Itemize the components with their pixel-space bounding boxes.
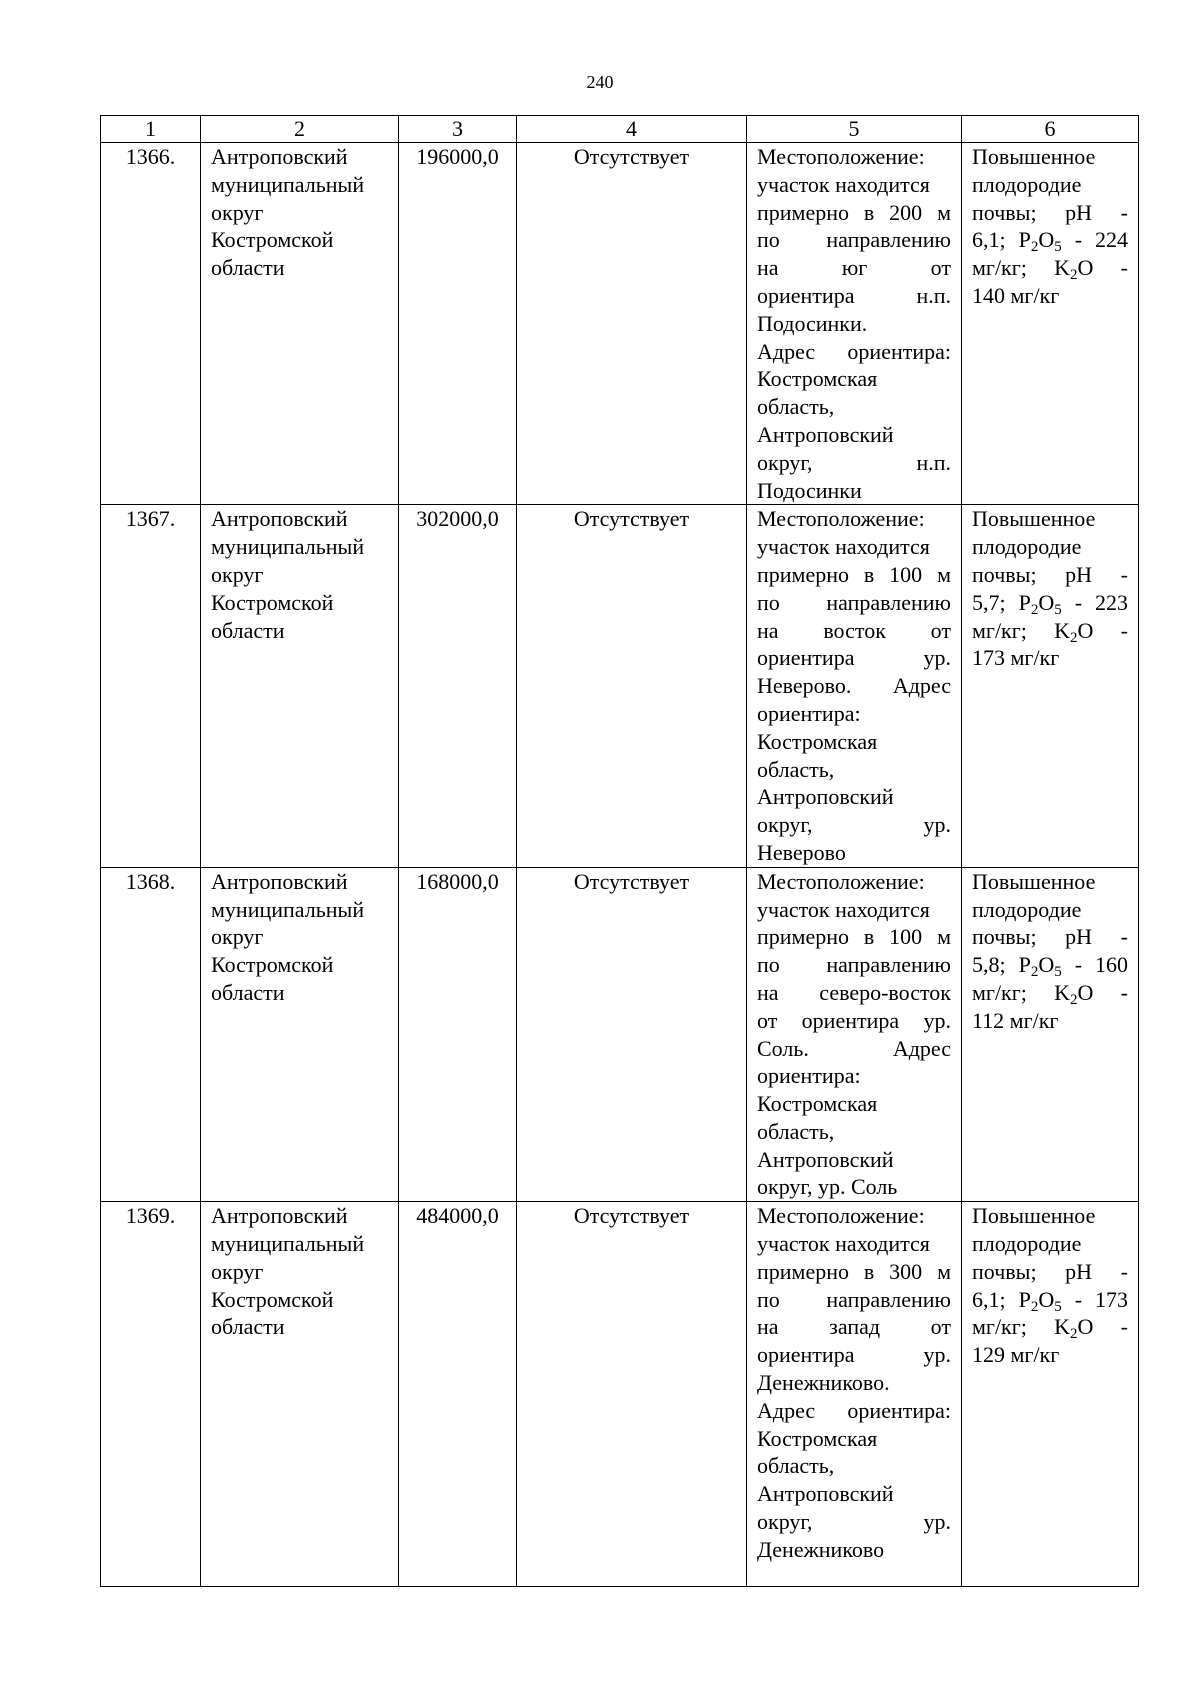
phosphorus-formula: $P_2O_5$ (1018, 589, 1062, 618)
potassium-value: 112 мг/кг (972, 1007, 1059, 1033)
soil-line: Повышенное (972, 144, 1096, 169)
district-line: Костромской (211, 1286, 334, 1312)
location-line: по направлению (757, 952, 951, 978)
row-number: 1369. (101, 1202, 201, 1587)
row-number: 1366. (101, 143, 201, 505)
location-line: Костромская (757, 1091, 878, 1117)
rights-cell: Отсутствует (517, 143, 747, 505)
location-cell (747, 867, 962, 1202)
district-line: муниципальный (211, 1231, 365, 1257)
location-cell (747, 143, 962, 505)
soil-unit: мг/кг; (972, 979, 1027, 1005)
location-line: округ, ур. Соль (757, 1174, 898, 1200)
soil-line: почвы; pH - (972, 1258, 1128, 1284)
location-line: Денежниково. (757, 1370, 890, 1396)
table-row (101, 143, 1139, 505)
district-line: области (211, 979, 285, 1005)
district-line: Антроповский (211, 1203, 348, 1229)
area-cell: 302000,0 (399, 505, 517, 867)
soil-line: плодородие (972, 171, 1082, 197)
location-line: участок находится (757, 896, 930, 922)
header-col-1: 1 (101, 116, 201, 143)
potassium-formula: $K_2O$ - (1054, 255, 1128, 284)
location-line: Костромская (757, 366, 878, 392)
district-cell (201, 867, 399, 1202)
district-line: Костромской (211, 227, 334, 253)
phosphorus-value: - 224 (1074, 227, 1128, 253)
header-col-3: 3 (399, 116, 517, 143)
soil-ph: 6,1; (972, 1286, 1006, 1312)
location-line: область, (757, 394, 835, 420)
location-line: область, (757, 1453, 835, 1479)
location-line: округ, н.п. (757, 449, 951, 475)
location-line: Антроповский (757, 1146, 894, 1172)
rights-cell: Отсутствует (517, 505, 747, 867)
page-number: 240 (586, 72, 614, 92)
location-line: Местоположение: (757, 868, 925, 894)
district-cell (201, 143, 399, 505)
location-line: на восток от (757, 617, 951, 643)
soil-ph: 5,8; (972, 952, 1006, 978)
location-line: Адрес ориентира: (757, 1397, 951, 1423)
table-row (101, 867, 1139, 1202)
soil-line: Повышенное (972, 506, 1096, 532)
potassium-value: 129 мг/кг (972, 1342, 1060, 1368)
location-line: по направлению (757, 227, 951, 253)
soil-k-line (972, 617, 1128, 645)
soil-p-line (972, 226, 1128, 254)
table-row (101, 505, 1139, 867)
soil-k-line (972, 254, 1128, 282)
location-line: по направлению (757, 589, 951, 615)
potassium-formula: $K_2O$ - (1054, 617, 1128, 646)
phosphorus-value: - 173 (1074, 1286, 1128, 1312)
potassium-formula: $K_2O$ - (1054, 1314, 1128, 1343)
location-line: примерно в 300 м (757, 1258, 951, 1284)
location-line: участок находится (757, 1231, 930, 1257)
district-line: Костромской (211, 589, 334, 615)
location-line: на северо-восток (757, 979, 951, 1005)
location-line: Местоположение: (757, 1203, 925, 1229)
phosphorus-value: - 223 (1074, 589, 1128, 615)
soil-line: почвы; pH - (972, 199, 1128, 225)
location-line: примерно в 100 м (757, 561, 951, 587)
location-line: Неверово. Адрес (757, 673, 951, 699)
soil-cell (962, 1202, 1139, 1587)
potassium-value: 173 мг/кг (972, 645, 1060, 671)
table-row (101, 1202, 1139, 1587)
district-line: муниципальный (211, 171, 365, 197)
header-col-5: 5 (747, 116, 962, 143)
location-line: от ориентира ур. (757, 1007, 951, 1033)
soil-line: плодородие (972, 1231, 1082, 1257)
soil-k-line (972, 1313, 1128, 1341)
location-line: область, (757, 756, 835, 782)
soil-line: плодородие (972, 534, 1082, 560)
location-cell (747, 1202, 962, 1587)
location-line: Антроповский (757, 784, 894, 810)
soil-unit: мг/кг; (972, 1314, 1027, 1340)
district-line: округ (211, 924, 264, 950)
soil-line: почвы; pH - (972, 924, 1128, 950)
district-line: муниципальный (211, 896, 365, 922)
location-line: Подосинки (757, 477, 862, 503)
header-col-4: 4 (517, 116, 747, 143)
location-line: Костромская (757, 728, 878, 754)
district-line: области (211, 1314, 285, 1340)
district-line: Антроповский (211, 868, 348, 894)
location-line: ориентира: (757, 1063, 861, 1089)
district-line: области (211, 617, 285, 643)
location-line: Местоположение: (757, 506, 925, 532)
location-line: Адрес ориентира: (757, 338, 951, 364)
location-line: ориентира н.п. (757, 282, 951, 308)
soil-line: плодородие (972, 896, 1082, 922)
location-line: участок находится (757, 534, 930, 560)
rights-cell: Отсутствует (517, 867, 747, 1202)
location-line: по направлению (757, 1286, 951, 1312)
soil-line: Повышенное (972, 1203, 1096, 1229)
location-line: Соль. Адрес (757, 1035, 951, 1061)
location-line: участок находится (757, 171, 930, 197)
location-line: область, (757, 1118, 835, 1144)
location-line: Антроповский (757, 421, 894, 447)
soil-ph: 5,7; (972, 589, 1006, 615)
potassium-formula: $K_2O$ - (1054, 979, 1128, 1008)
district-line: округ (211, 561, 264, 587)
district-line: Антроповский (211, 144, 348, 169)
district-cell (201, 505, 399, 867)
location-line: Денежниково (757, 1536, 885, 1562)
location-line: Антроповский (757, 1481, 894, 1507)
phosphorus-formula: $P_2O_5$ (1018, 1286, 1062, 1315)
area-cell: 484000,0 (399, 1202, 517, 1587)
header-col-6: 6 (962, 116, 1139, 143)
location-line: Подосинки. (757, 310, 868, 336)
soil-cell (962, 505, 1139, 867)
district-line: округ (211, 199, 264, 225)
soil-unit: мг/кг; (972, 255, 1027, 281)
table-header (101, 116, 1139, 143)
district-line: Антроповский (211, 506, 348, 532)
district-line: Костромской (211, 952, 334, 978)
location-line: округ, ур. (757, 1509, 951, 1535)
district-line: муниципальный (211, 534, 365, 560)
location-line: на запад от (757, 1314, 951, 1340)
soil-line: почвы; pH - (972, 561, 1128, 587)
location-cell (747, 505, 962, 867)
location-line: Местоположение: (757, 144, 925, 169)
row-number: 1367. (101, 505, 201, 867)
phosphorus-value: - 160 (1074, 952, 1128, 978)
phosphorus-formula: $P_2O_5$ (1018, 227, 1062, 256)
header-col-2: 2 (201, 116, 399, 143)
area-cell: 168000,0 (399, 867, 517, 1202)
location-line: ориентира ур. (757, 1342, 951, 1368)
location-line: округ, ур. (757, 812, 951, 838)
location-line: Неверово (757, 839, 846, 865)
soil-line: Повышенное (972, 868, 1096, 894)
location-line: примерно в 100 м (757, 924, 951, 950)
district-line: области (211, 255, 285, 281)
soil-p-line (972, 951, 1128, 979)
soil-k-line (972, 979, 1128, 1007)
row-number: 1368. (101, 867, 201, 1202)
soil-cell (962, 867, 1139, 1202)
soil-ph: 6,1; (972, 227, 1006, 253)
soil-unit: мг/кг; (972, 617, 1027, 643)
location-line: ориентира ур. (757, 645, 951, 671)
district-cell (201, 1202, 399, 1587)
area-cell: 196000,0 (399, 143, 517, 505)
location-line: примерно в 200 м (757, 199, 951, 225)
potassium-value: 140 мг/кг (972, 282, 1060, 308)
phosphorus-formula: $P_2O_5$ (1018, 952, 1062, 981)
land-plots-table (100, 115, 1139, 1587)
soil-p-line (972, 1286, 1128, 1314)
soil-p-line (972, 589, 1128, 617)
location-line: на юг от (757, 255, 951, 281)
rights-cell: Отсутствует (517, 1202, 747, 1587)
location-line: Костромская (757, 1425, 878, 1451)
district-line: округ (211, 1258, 264, 1284)
location-line: ориентира: (757, 700, 861, 726)
soil-cell (962, 143, 1139, 505)
